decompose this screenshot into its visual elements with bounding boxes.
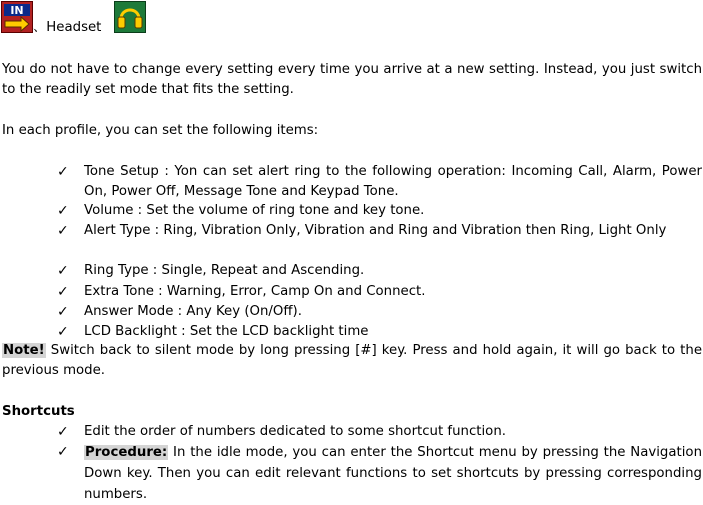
note-label: Note! — [3, 343, 45, 358]
note-text: Switch back to silent mode by long pressing [#] key. Press and hold again, it will go back to the previous mode. — [2, 343, 702, 378]
note-paragraph — [2, 341, 702, 381]
list-item: Tone Setup : Yon can set alert ring to the following operation: Incoming Call, Alarm, Power On, Power Off, Message Tone and Keypad Tone. — [84, 164, 702, 199]
header-separator: 、 — [33, 20, 47, 35]
list-item: Alert Type : Ring, Vibration Only, Vibration and Ring and Vibration then Ring, Light Only — [84, 223, 667, 238]
intro-paragraph: You do not have to change every setting every time you arrive at a new setting. Instead, you just switch to the readily set mode that fits the setting. — [2, 62, 702, 97]
check-icon: ✓ — [57, 304, 69, 320]
list-item: Answer Mode : Any Key (On/Off). — [84, 304, 302, 319]
procedure-text: In the idle mode, you can enter the Shortcut menu by pressing the Navigation Down key. Then you can edit relevant functions to set shortcuts by pressing corresponding numbers. — [84, 445, 702, 502]
profile-intro: In each profile, you can set the following items: — [2, 123, 319, 138]
headset-icon-wrap — [114, 1, 146, 37]
list-item: Ring Type : Single, Repeat and Ascending. — [84, 263, 365, 278]
check-icon: ✓ — [57, 164, 69, 180]
list-item: Edit the order of numbers dedicated to some shortcut function. — [84, 424, 506, 439]
check-icon: ✓ — [57, 324, 69, 340]
check-icon: ✓ — [57, 223, 69, 239]
header-label: Headset — [46, 20, 102, 35]
in-arrow-icon — [1, 1, 33, 33]
list-item: LCD Backlight : Set the LCD backlight time — [84, 324, 369, 339]
headset-icon — [114, 1, 146, 33]
shortcuts-heading: Shortcuts — [2, 404, 75, 419]
procedure-item — [84, 442, 702, 505]
check-icon: ✓ — [57, 284, 69, 300]
check-icon: ✓ — [57, 203, 69, 219]
list-item: Extra Tone : Warning, Error, Camp On and Connect. — [84, 284, 426, 299]
list-item: Volume : Set the volume of ring tone and key tone. — [84, 203, 425, 218]
check-icon: ✓ — [57, 444, 69, 460]
header-text — [33, 18, 101, 37]
check-icon: ✓ — [57, 424, 69, 440]
in-icon-wrap — [1, 1, 33, 37]
svg-text:IN: IN — [10, 4, 24, 17]
procedure-label: Procedure: — [85, 445, 168, 460]
check-icon: ✓ — [57, 263, 69, 279]
